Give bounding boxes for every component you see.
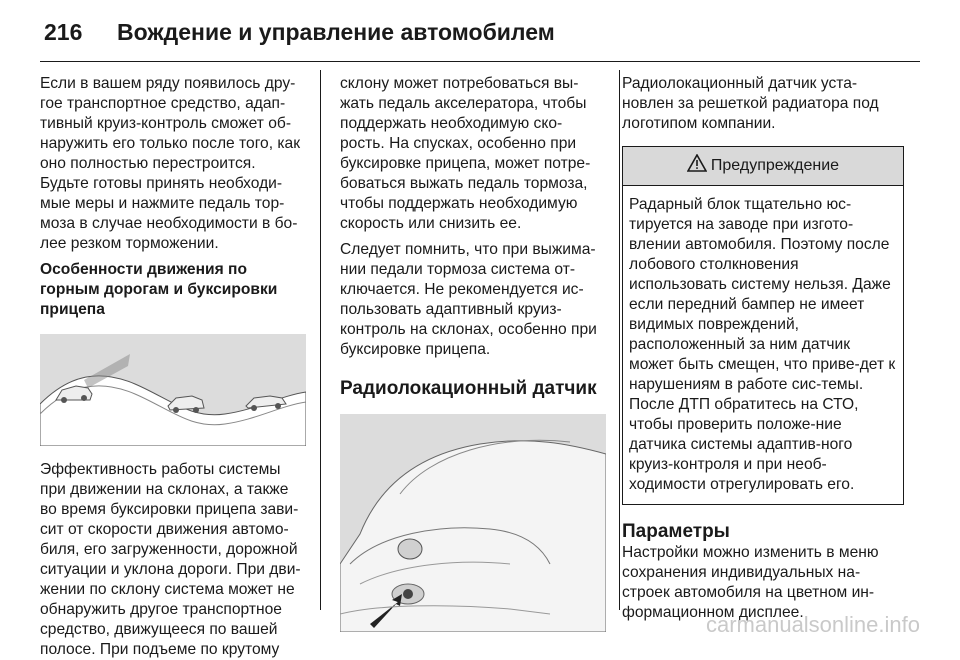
section-heading-parameters: Параметры xyxy=(622,521,730,542)
section-heading-radar: Радиолокационный датчик xyxy=(340,378,597,399)
warning-box xyxy=(622,146,904,505)
warning-triangle-icon xyxy=(687,154,707,178)
column-1 xyxy=(40,74,306,660)
paragraph: Следует помнить, что при выжима-нии педали тормоза система от-ключается. Не рекомендуется ис-пользовать адаптивный круиз-контроль на склонах, особенно при буксировке прицепа. xyxy=(340,241,597,358)
warning-title: Предупреждение xyxy=(710,157,840,174)
paragraph: Радиолокационный датчик уста-новлен за решеткой радиатора под логотипом компании. xyxy=(622,75,879,132)
watermark: carmanualsonline.info xyxy=(705,612,920,637)
paragraph: Настройки можно изменить в меню сохранения индивидуальных на-строек автомобиля на цветном ин-формационном дисплее. xyxy=(622,544,879,621)
warning-header xyxy=(623,147,903,186)
column-divider-2 xyxy=(619,70,620,610)
column-3 xyxy=(622,74,904,623)
page-title: Вождение и управление автомобилем xyxy=(117,19,555,45)
warning-text: Радарный блок тщательно юс-тируется на заводе при изгото-влении автомобиля. Поэтому после лобового столкновения использовать систему нельзя. Даже если передний бампер не имеет видимых повреждений, расположенный за ним датчик может быть смещен, что приве-дет к нарушениям в работе сис-темы. После ДТП обратитесь на СТО, чтобы проверить положе-ние датчика системы адаптив-ного круиз-контроля и при необ-ходимости отрегулировать его. xyxy=(629,196,896,493)
paragraph: Эффективность работы системы при движении на склонах, а также во время буксировки прицепа зави-сит от скорости движения автомо-биля, его загруженности, дорожной ситуации и уклона дороги. При дви-жении по склону система может не обнаружить другое транспортное средство, движущееся по вашей полосе. При подъеме по крутому xyxy=(40,461,301,658)
page-header xyxy=(0,0,960,62)
hill-driving-illustration xyxy=(40,334,306,446)
paragraph: склону может потребоваться вы-жать педаль акселератора, чтобы поддержать необходимую ско-рость. На спусках, особенно при буксировке прицепа, может потре-боваться выжать педаль тормоза, чтобы поддержать необходимую скорость или снизить ее. xyxy=(340,75,591,232)
page-number: 216 xyxy=(44,19,83,45)
column-divider-1 xyxy=(320,70,321,610)
header-rule xyxy=(40,61,920,62)
radar-sensor-illustration xyxy=(340,414,606,632)
column-2 xyxy=(340,74,606,632)
paragraph: Если в вашем ряду появилось дру-гое транспортное средство, адап-тивный круиз-контроль сможет об-наружить его только после того, как оно полностью перестроится. Будьте готовы принять необходи-мые меры и нажмите педаль тор-моза в случае необходимости в бо-лее резком торможении. xyxy=(40,75,301,252)
subheading-mountain-roads: Особенности движения по горным дорогам и буксировки прицепа xyxy=(40,261,278,318)
